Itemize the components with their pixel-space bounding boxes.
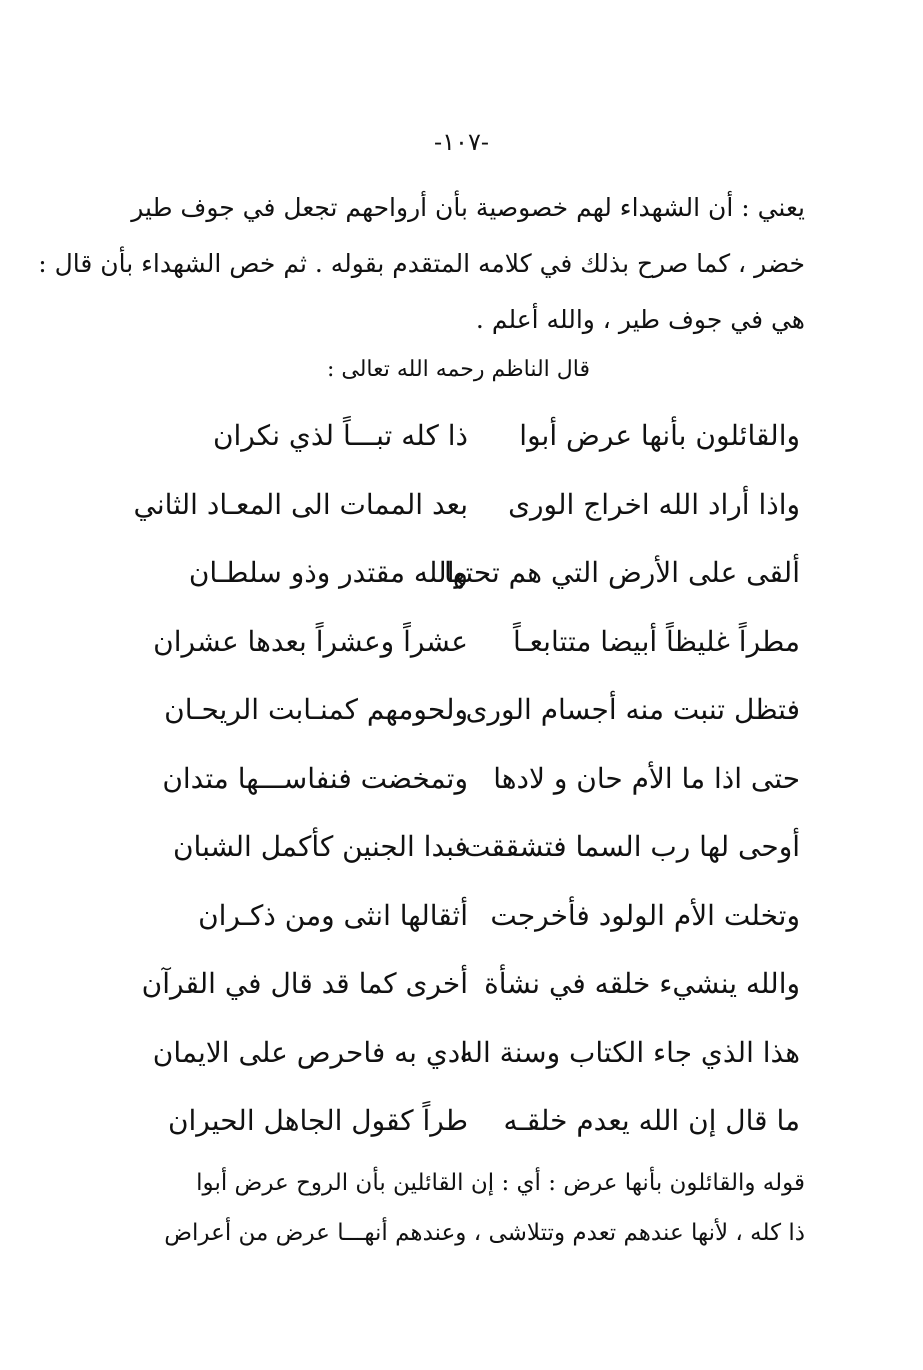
page-number: -١٠٧- — [434, 128, 489, 156]
section-heading: قال الناظم رحمه الله تعالى : — [326, 357, 590, 382]
commentary-line: قوله والقائلون بأنها عرض : أي : إن القائلين بأن الروح عرض أبوا — [196, 1170, 805, 1196]
verse-first-hemistich: فتظل تنبت منه أجسام الورى — [465, 693, 800, 726]
commentary-line: خضر ، كما صرح بذلك في كلامه المتقدم بقوله . ثم خص الشهداء بأن قال : — [38, 249, 805, 278]
verse-second-hemistich: ذا كله تبـــاً لذي نكران — [212, 419, 468, 452]
verse — [160, 545, 800, 614]
commentary-line: ذا كله ، لأنها عندهم تعدم وتتلاشى ، وعندهم أنهـــا عرض من أعراض — [164, 1220, 805, 1246]
verse-first-hemistich: وتخلت الأم الولود فأخرجت — [490, 898, 800, 932]
verse-first-hemistich: مطراً غليظاً أبيضا متتابعـاً — [512, 624, 800, 658]
commentary-top — [38, 180, 805, 348]
verse — [141, 956, 800, 1025]
verse — [160, 408, 800, 477]
verse-second-hemistich: أثقالها انثى ومن ذكـران — [198, 898, 468, 932]
verse-second-hemistich: وتمخضت فنفاســـها متدان — [162, 761, 468, 795]
verse-second-hemistich: فبدا الجنين كأكمل الشبان — [172, 830, 468, 863]
poem — [133, 408, 800, 1162]
verse-second-hemistich: ولحومهم كمنـابت الريحـان — [164, 693, 468, 726]
verse-first-hemistich: والله ينشيء خلقه في نشأة — [484, 967, 800, 1000]
verse-first-hemistich: ألقى على الأرض التي هم تحتها — [443, 556, 800, 589]
verse-second-hemistich: أخرى كما قد قال في القرآن — [141, 967, 468, 1000]
commentary-line: هي في جوف طير ، والله أعلم . — [475, 305, 805, 334]
verse-first-hemistich: أوحى لها رب السما فتشققت — [463, 830, 800, 863]
verse — [160, 1093, 800, 1162]
verse-first-hemistich: واذا أراد الله اخراج الورى — [508, 487, 800, 521]
verse — [133, 477, 800, 546]
verse — [160, 888, 800, 957]
commentary-line: يعني : أن الشهداء لهم خصوصية بأن أرواحهم تجعل في جوف طير — [131, 193, 805, 222]
verse — [153, 614, 800, 683]
verse-second-hemistich: والله مقتدر وذو سلطـان — [188, 556, 468, 589]
verse — [160, 751, 800, 820]
verse-second-hemistich: بعد الممات الى المعـاد الثاني — [133, 487, 468, 521]
verse — [160, 682, 800, 751]
verse-second-hemistich: ادي به فاحرص على الايمان — [152, 1035, 468, 1069]
verse — [152, 1025, 800, 1094]
verse-first-hemistich: ما قال إن الله يعدم خلقـه — [503, 1104, 800, 1137]
verse-first-hemistich: هذا الذي جاء الكتاب وسنة اله — [459, 1035, 800, 1069]
verse-first-hemistich: حتى اذا ما الأم حان و لادها — [493, 761, 800, 795]
verse-first-hemistich: والقائلون بأنها عرض أبوا — [519, 419, 800, 452]
verse-second-hemistich: طراً كقول الجاهل الحيران — [167, 1104, 468, 1137]
verse — [160, 819, 800, 888]
commentary-bottom — [150, 1158, 805, 1258]
verse-second-hemistich: عشراً وعشراً بعدها عشران — [153, 624, 468, 658]
